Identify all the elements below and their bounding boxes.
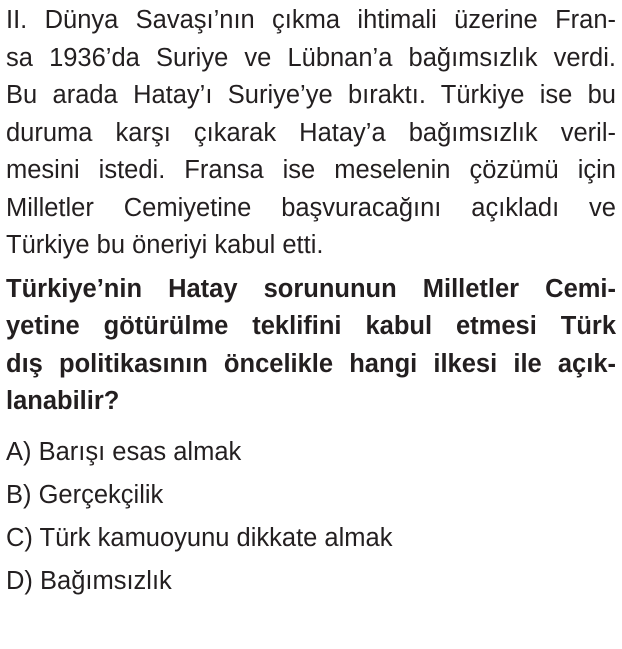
passage-line: mesini istedi. Fransa ise meselenin çözümü için (6, 156, 616, 184)
passage-line: Bu arada Hatay’ı Suriye’ye bıraktı. Türkiye ise bu (6, 81, 616, 109)
passage-text (6, 2, 616, 265)
option-text: Türk kamuoyunu dikkate almak (39, 523, 393, 552)
question-line: yetine götürülme teklifini kabul etmesi Türk (6, 312, 616, 340)
question-page (6, 2, 616, 603)
question-stem (6, 271, 616, 421)
option-text: Barışı esas almak (38, 437, 242, 466)
option-letter: A) (6, 437, 32, 466)
option-letter: C) (6, 523, 33, 552)
question-line: lanabilir? (6, 387, 120, 415)
option-text: Gerçekçilik (38, 480, 164, 509)
option-b[interactable] (6, 474, 616, 517)
option-letter: B) (6, 480, 32, 509)
passage-line: Milletler Cemiyetine başvuracağını açıkladı ve (6, 193, 616, 222)
passage-line: sa 1936’da Suriye ve Lübnan’a bağımsızlık verdi. (6, 43, 616, 72)
passage-line: II. Dünya Savaşı’nın çıkma ihtimali üzerine Fran- (6, 6, 616, 34)
passage-line: Türkiye bu öneriyi kabul etti. (6, 231, 324, 259)
question-line: dış politikasının öncelikle hangi ilkesi ile açık- (6, 349, 616, 378)
option-c[interactable] (6, 517, 616, 560)
passage-line: duruma karşı çıkarak Hatay’a bağımsızlık veril- (6, 118, 616, 147)
question-line: Türkiye’nin Hatay sorununun Milletler Cemi- (6, 274, 616, 303)
option-text: Bağımsızlık (40, 566, 172, 595)
answer-options (6, 431, 616, 603)
option-a[interactable] (6, 431, 616, 474)
option-letter: D) (6, 566, 33, 595)
option-d[interactable] (6, 560, 616, 603)
